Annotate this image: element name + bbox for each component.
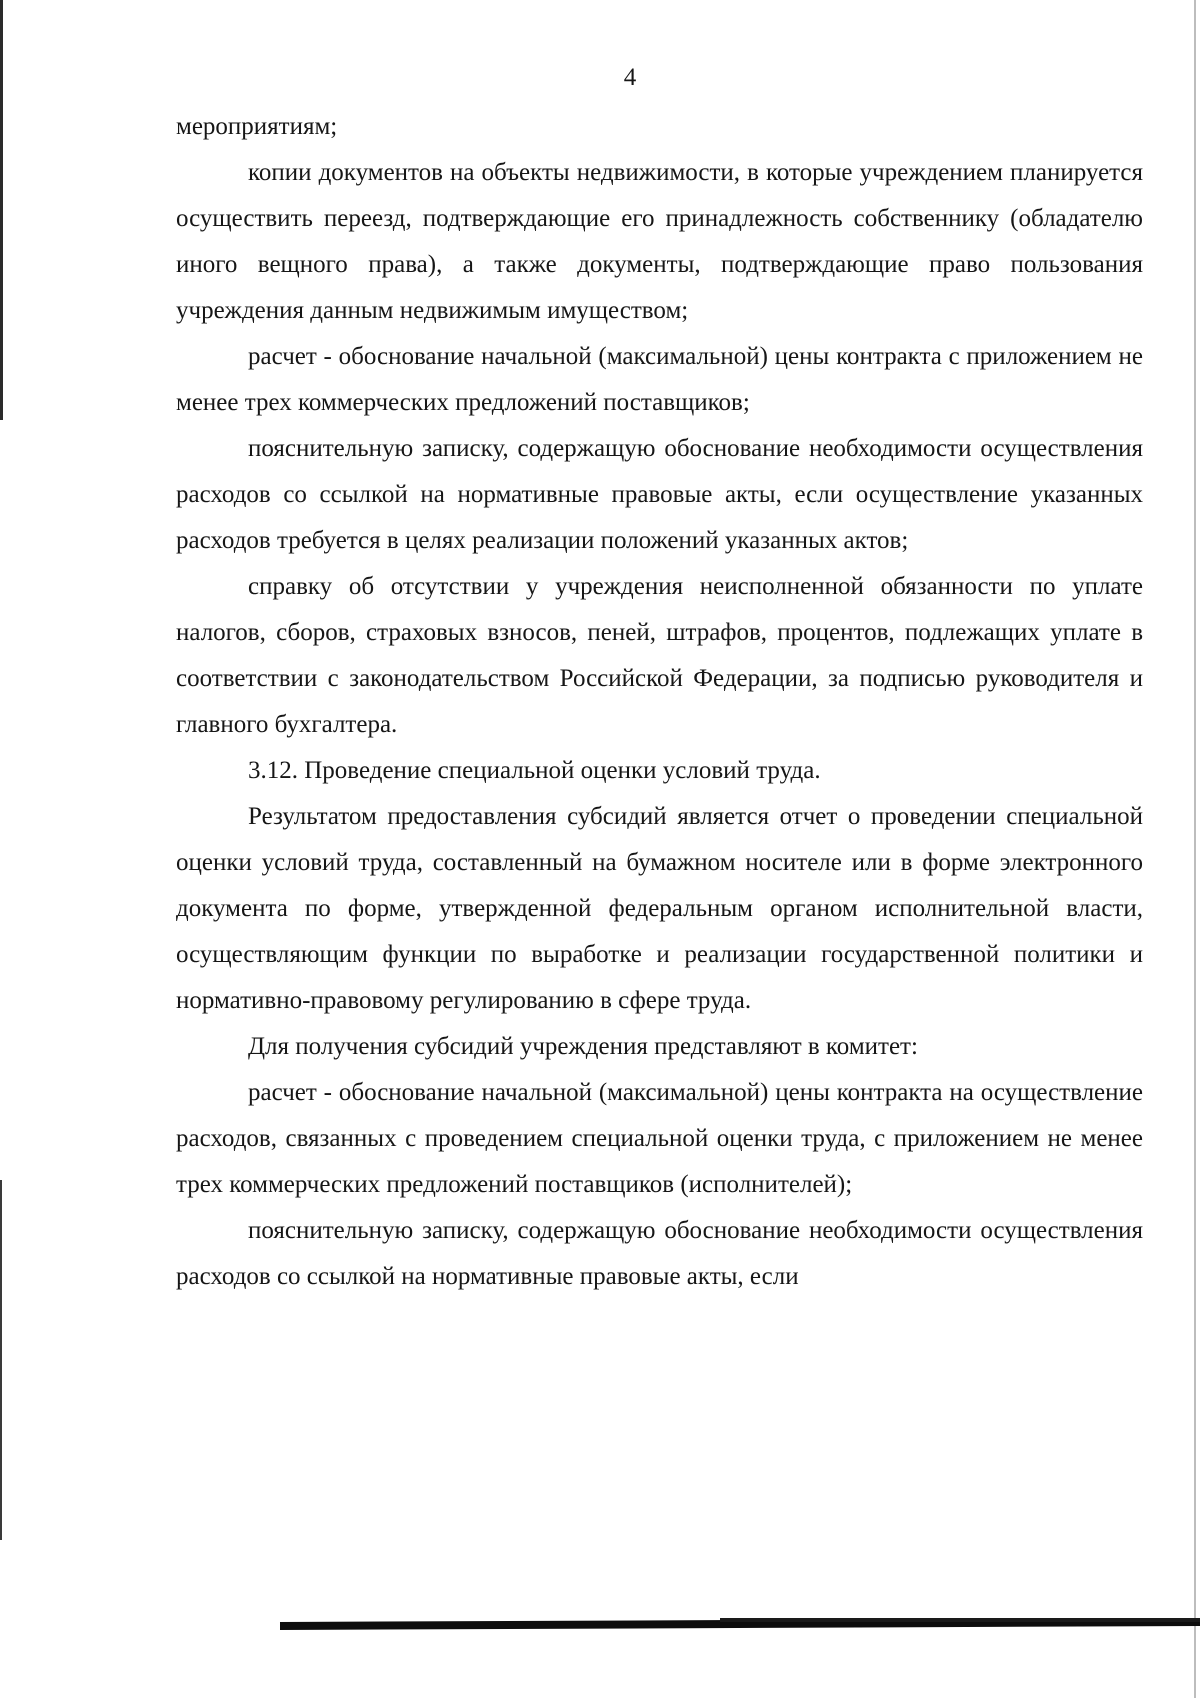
paragraph: Результатом предоставления субсидий является отчет о проведении специальной оценки условий труда, составленный на бумажном носителе или в форме электронного документа по форме, утвержденной федеральным органом исполнительной власти, осуществляющим функции по выработке и реализации государственной политики и нормативно-правовому регулированию в сфере труда.: [176, 803, 1143, 1014]
scan-edge-mark: [0, 1180, 2, 1540]
paragraph: копии документов на объекты недвижимости, в которые учреждением планируется осуществить переезд, подтверждающие его принадлежность собственнику (обладателю иного вещного права), а также документы, подтверждающие право пользования учреждения данным недвижимым имуществом;: [176, 159, 1143, 324]
paragraph: расчет - обоснование начальной (максимальной) цены контракта на осуществление расходов, связанных с проведением специальной оценки труда, с приложением не менее трех коммерческих предложений поставщиков (исполнителей);: [176, 1079, 1143, 1198]
paragraph: пояснительную записку, содержащую обоснование необходимости осуществления расходов со ссылкой на нормативные правовые акты, если осуществление указанных расходов требуется в целях реализации положений указанных актов;: [176, 435, 1143, 554]
section-heading: 3.12. Проведение специальной оценки условий труда.: [248, 757, 821, 784]
document-body: [176, 104, 1143, 1300]
paragraph: мероприятиям;: [176, 113, 338, 140]
paragraph: расчет - обоснование начальной (максимальной) цены контракта с приложением не менее трех коммерческих предложений поставщиков;: [176, 343, 1143, 416]
paragraph: пояснительную записку, содержащую обоснование необходимости осуществления расходов со ссылкой на нормативные правовые акты, если: [176, 1217, 1143, 1290]
scan-bottom-edge: [720, 1618, 1200, 1622]
page-number: 4: [623, 64, 637, 91]
paragraph: справку об отсутствии у учреждения неисполненной обязанности по уплате налогов, сборов, страховых взносов, пеней, штрафов, процентов, подлежащих уплате в соответствии с законодательством Российской Федерации, за подписью руководителя и главного бухгалтера.: [176, 573, 1143, 738]
scan-edge-mark: [1194, 0, 1196, 1698]
scan-edge-mark: [0, 0, 3, 420]
paragraph: Для получения субсидий учреждения представляют в комитет:: [248, 1033, 918, 1060]
